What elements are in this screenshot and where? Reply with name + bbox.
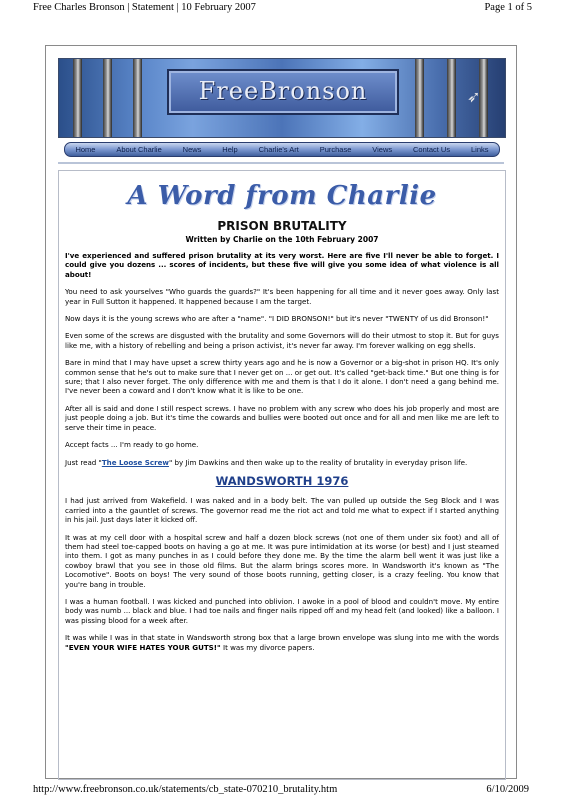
text: It was my divorce papers.: [220, 642, 315, 652]
heading-graphic: A Word from Charlie: [127, 181, 437, 211]
main-nav: [64, 142, 500, 157]
print-footer-url: http://www.freebronson.co.uk/statements/cb_state-070210_brutality.htm: [33, 784, 338, 795]
bird-icon: ➶: [467, 87, 481, 106]
prison-bar: [447, 59, 456, 137]
paragraph: [65, 633, 499, 652]
prison-bar: [415, 59, 424, 137]
nav-item-help[interactable]: Help: [222, 145, 238, 154]
print-header-title: Free Charles Bronson | Statement | 10 February 2007: [33, 2, 256, 13]
print-footer: [33, 784, 529, 795]
paragraph-book-reference: [65, 458, 499, 467]
print-header: [33, 2, 532, 16]
text: It was while I was in that state in Wandsworth strong box that a large brown envelope was slung into me with the words: [65, 633, 499, 643]
article-title: PRISON BRUTALITY: [217, 219, 347, 233]
site-banner: [58, 58, 506, 138]
nav-item-purchase[interactable]: Purchase: [319, 145, 352, 154]
page-frame: [45, 45, 517, 779]
paragraph: You need to ask yourselves "Who guards the guards?" It's been happening for all time and it never goes away. Only last year in Full Sutton it happened. It happened because I am the target.: [65, 287, 499, 306]
nav-item-home[interactable]: Home: [75, 145, 96, 154]
site-logo[interactable]: [167, 69, 481, 115]
text: Just read ": [65, 457, 102, 467]
print-header-page: Page 1 of 5: [484, 2, 532, 13]
quoted-text: "EVEN YOUR WIFE HATES YOUR GUTS!": [65, 642, 221, 652]
nav-item-links[interactable]: Links: [470, 145, 489, 154]
nav-item-charlies-art[interactable]: Charlie's Art: [258, 145, 299, 154]
article-panel: [58, 170, 506, 780]
prison-bar: [103, 59, 112, 137]
article-body: [65, 251, 499, 660]
paragraph: I was a human football. I was kicked and punched into oblivion. I awoke in a pool of blood and couldn't move. My entire body was numb ... black and blue. I had toe nails and finger nails ripped off and my head felt (and looked) like a balloon. I was pissing blood for a week after.: [65, 596, 499, 625]
nav-item-contact-us[interactable]: Contact Us: [413, 145, 451, 154]
text: " by Jim Dawkins and then wake up to the reality of brutality in everyday prison life.: [168, 457, 468, 467]
paragraph: It was at my cell door with a hospital screw and half a dozen block screws (not one of them under six foot) and all of them had steel toe-capped boots on having a go at me. It was pure intimidation at its worse (or best) and I just steamed into them. I got as many punches in as I could before they done me. By the time the alarm bell went it was just like a cowboy brawl that you see in those old films. But the alarm brings scores more. In Wandsworth it's known as "The Locomotive". Boots on boys! The very sound of those boots running, getting closer, is a crazy feeling. You know that you're bang in trouble.: [65, 532, 499, 589]
prison-bar: [73, 59, 82, 137]
nav-item-about-charlie[interactable]: About Charlie: [116, 145, 162, 154]
paragraph: After all is said and done I still respect screws. I have no problem with any screw who does his job properly and most are just people doing a job. But it's time the cowards and bullies were booted out once and for all and men like me are left to serve their time in peace.: [65, 403, 499, 432]
site-logo-text: FreeBronson: [198, 77, 368, 105]
paragraph: Accept facts ... I'm ready to go home.: [65, 440, 199, 450]
book-link-the-loose-screw[interactable]: The Loose Screw: [101, 457, 169, 467]
paragraph: Bare in mind that I may have upset a screw thirty years ago and he is now a Governor or a big-shot in prison HQ. It's only common sense that he's out to make sure that I never get on ... or get out. It's called "get-back time." But one thing is for sure; that I also never forget. The only difference with me and them is that I do it alone. I don't need a gang behind me. I've never been a coward and I don't know what it is like to be one.: [65, 358, 499, 396]
paragraph: Even some of the screws are disgusted with the brutality and some Governors will do their utmost to stop it. But for guys like me, with a history of rebelling and being a prison activist, it's never far away. I'm forever walking on egg shells.: [65, 331, 499, 350]
print-footer-date: 6/10/2009: [486, 784, 529, 795]
nav-item-news[interactable]: News: [182, 145, 202, 154]
section-heading: WANDSWORTH 1976: [215, 473, 349, 488]
paragraph: Now days it is the young screws who are after a "name". "I DID BRONSON!" but it's never "TWENTY of us did Bronson!": [65, 314, 489, 324]
divider: [58, 162, 504, 164]
article-byline: Written by Charlie on the 10th February 2007: [185, 235, 379, 244]
prison-bar: [133, 59, 142, 137]
paragraph: I had just arrived from Wakefield. I was naked and in a body belt. The van pulled up outside the Seg Block and I was carried into a the gauntlet of screws. The governor read me the riot act and told me what to expect if I started anything in his jail. Just days later it kicked off.: [65, 496, 499, 525]
lead-paragraph: I've experienced and suffered prison brutality at its very worst. Here are five I'll never be able to forget. I could give you dozens ... scores of incidents, but these five will give you some idea of what violence is all about!: [65, 251, 499, 279]
nav-item-views[interactable]: Views: [372, 145, 393, 154]
